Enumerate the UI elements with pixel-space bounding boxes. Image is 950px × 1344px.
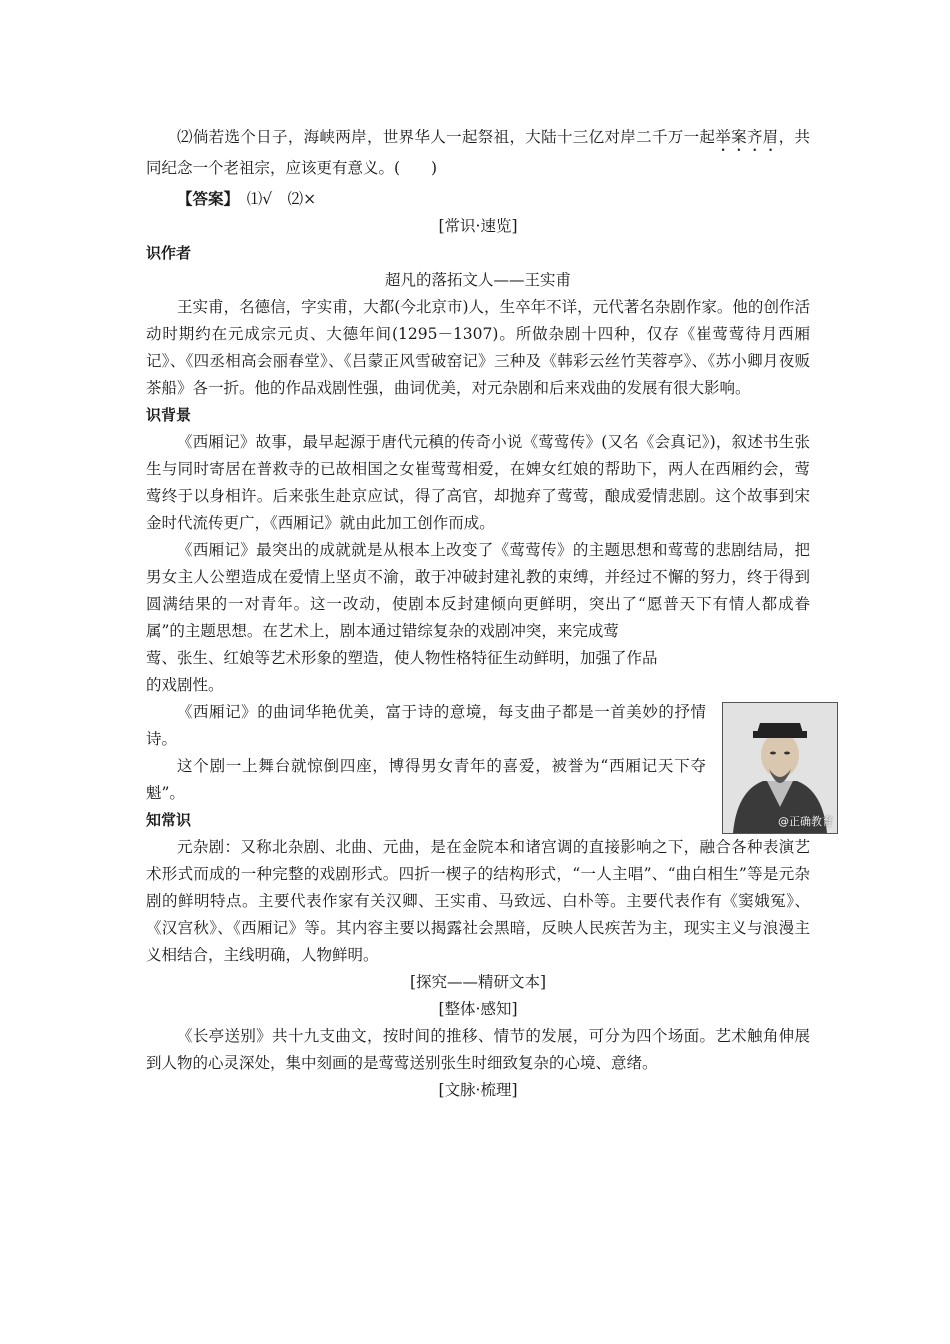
answer-value: ⑴√ ⑵× <box>231 190 317 208</box>
author-paragraph: 王实甫，名德信，字实甫，大都(今北京市)人，生卒年不详，元代著名杂剧作家。他的创作活动时期约在元成宗元贞、大德年间(1295－1307)。所做杂剧十四种，仅存《崔莺莺待月西厢记》、《四丞相高会丽春堂》、《吕蒙正风雪破窑记》三种及《韩彩云丝竹芙蓉亭》、《苏小卿月夜贩茶船》各一折。他的作品戏剧性强，曲词优美，对元杂剧和后来戏曲的发展有很大影响。 <box>146 298 810 397</box>
heading-background: 识背景 <box>146 406 192 424</box>
author-title: 超凡的落拓文人——王实甫 <box>384 271 571 289</box>
question-2 <box>146 124 810 182</box>
watermark: @正确教育 <box>778 815 833 828</box>
wang-shifu-portrait <box>722 702 838 834</box>
background-paragraph-2: 《西厢记》最突出的成就就是从根本上改变了《莺莺传》的主题思想和莺莺的悲剧结局，把男女主人公塑造成在爱情上坚贞不渝，敢于冲破封建礼教的束缚，并经过不懈的努力，终于得到圆满结果的一对青年。这一改动，使剧本反封建倾向更鲜明，突出了“愿普天下有情人都成眷属”的主题思想。在艺术上，剧本通过错综复杂的戏剧冲突，来完成莺 <box>146 541 810 640</box>
question-text-end: ，共同纪念一个老祖宗，应该更有意义。( ) <box>146 128 810 177</box>
question-text: ⑵倘若选个日子，海峡两岸，世界华人一起祭祖，大陆十三亿对岸二千万一起 <box>177 128 716 146</box>
heading-knowledge: 知常识 <box>146 811 192 829</box>
background-paragraph-2-end: 的戏剧性。 <box>146 676 224 694</box>
section-outline: [文脉·梳理] <box>438 1081 518 1099</box>
section-explore: [探究——精研文本] <box>409 973 547 991</box>
background-paragraph-2-cont: 莺、张生、红娘等艺术形象的塑造，使人物性格特征生动鲜明，加强了作品 <box>146 649 658 667</box>
knowledge-paragraph: 元杂剧：又称北杂剧、北曲、元曲，是在金院本和诸宫调的直接影响之下，融合各种表演艺术形式而成的一种完整的戏剧形式。四折一楔子的结构形式，“一人主唱”、“曲白相生”等是元杂剧的鲜明特点。主要代表作家有关汉卿、王实甫、马致远、白朴等。主要代表作有《窦娥冤》、《汉宫秋》、《西厢记》等。其内容主要以揭露社会黑暗，反映人民疾苦为主，现实主义与浪漫主义相结合，主线明确，人物鲜明。 <box>146 838 810 964</box>
section-common: [常识·速览] <box>438 217 518 235</box>
overall-paragraph: 《长亭送别》共十九支曲文，按时间的推移、情节的发展，可分为四个场面。艺术触角伸展到人物的心灵深处，集中刻画的是莺莺送别张生时细致复杂的心境、意绪。 <box>146 1027 810 1072</box>
heading-author: 识作者 <box>146 244 192 262</box>
background-paragraph-3: 《西厢记》的曲词华艳优美，富于诗的意境，每支曲子都是一首美妙的抒情诗。 <box>146 703 706 748</box>
answer-line <box>146 186 810 213</box>
answer-label: 【答案】 <box>177 190 232 208</box>
section-overall: [整体·感知] <box>438 1000 518 1018</box>
document-page <box>146 124 810 1104</box>
background-paragraph-1: 《西厢记》故事，最早起源于唐代元稹的传奇小说《莺莺传》(又名《会真记》)，叙述书生张生与同时寄居在普救寺的已故相国之女崔莺莺相爱，在婢女红娘的帮助下，两人在西厢约会，莺莺终于以身相许。后来张生赴京应试，得了高官，却抛弃了莺莺，酿成爱情悲剧。这个故事到宋金时代流传更广，《西厢记》就由此加工创作而成。 <box>146 433 810 532</box>
emphasized-idiom: 举案齐眉 <box>715 128 779 146</box>
background-paragraph-4: 这个剧一上舞台就惊倒四座，博得男女青年的喜爱，被誉为“西厢记天下夺魁”。 <box>146 757 706 802</box>
